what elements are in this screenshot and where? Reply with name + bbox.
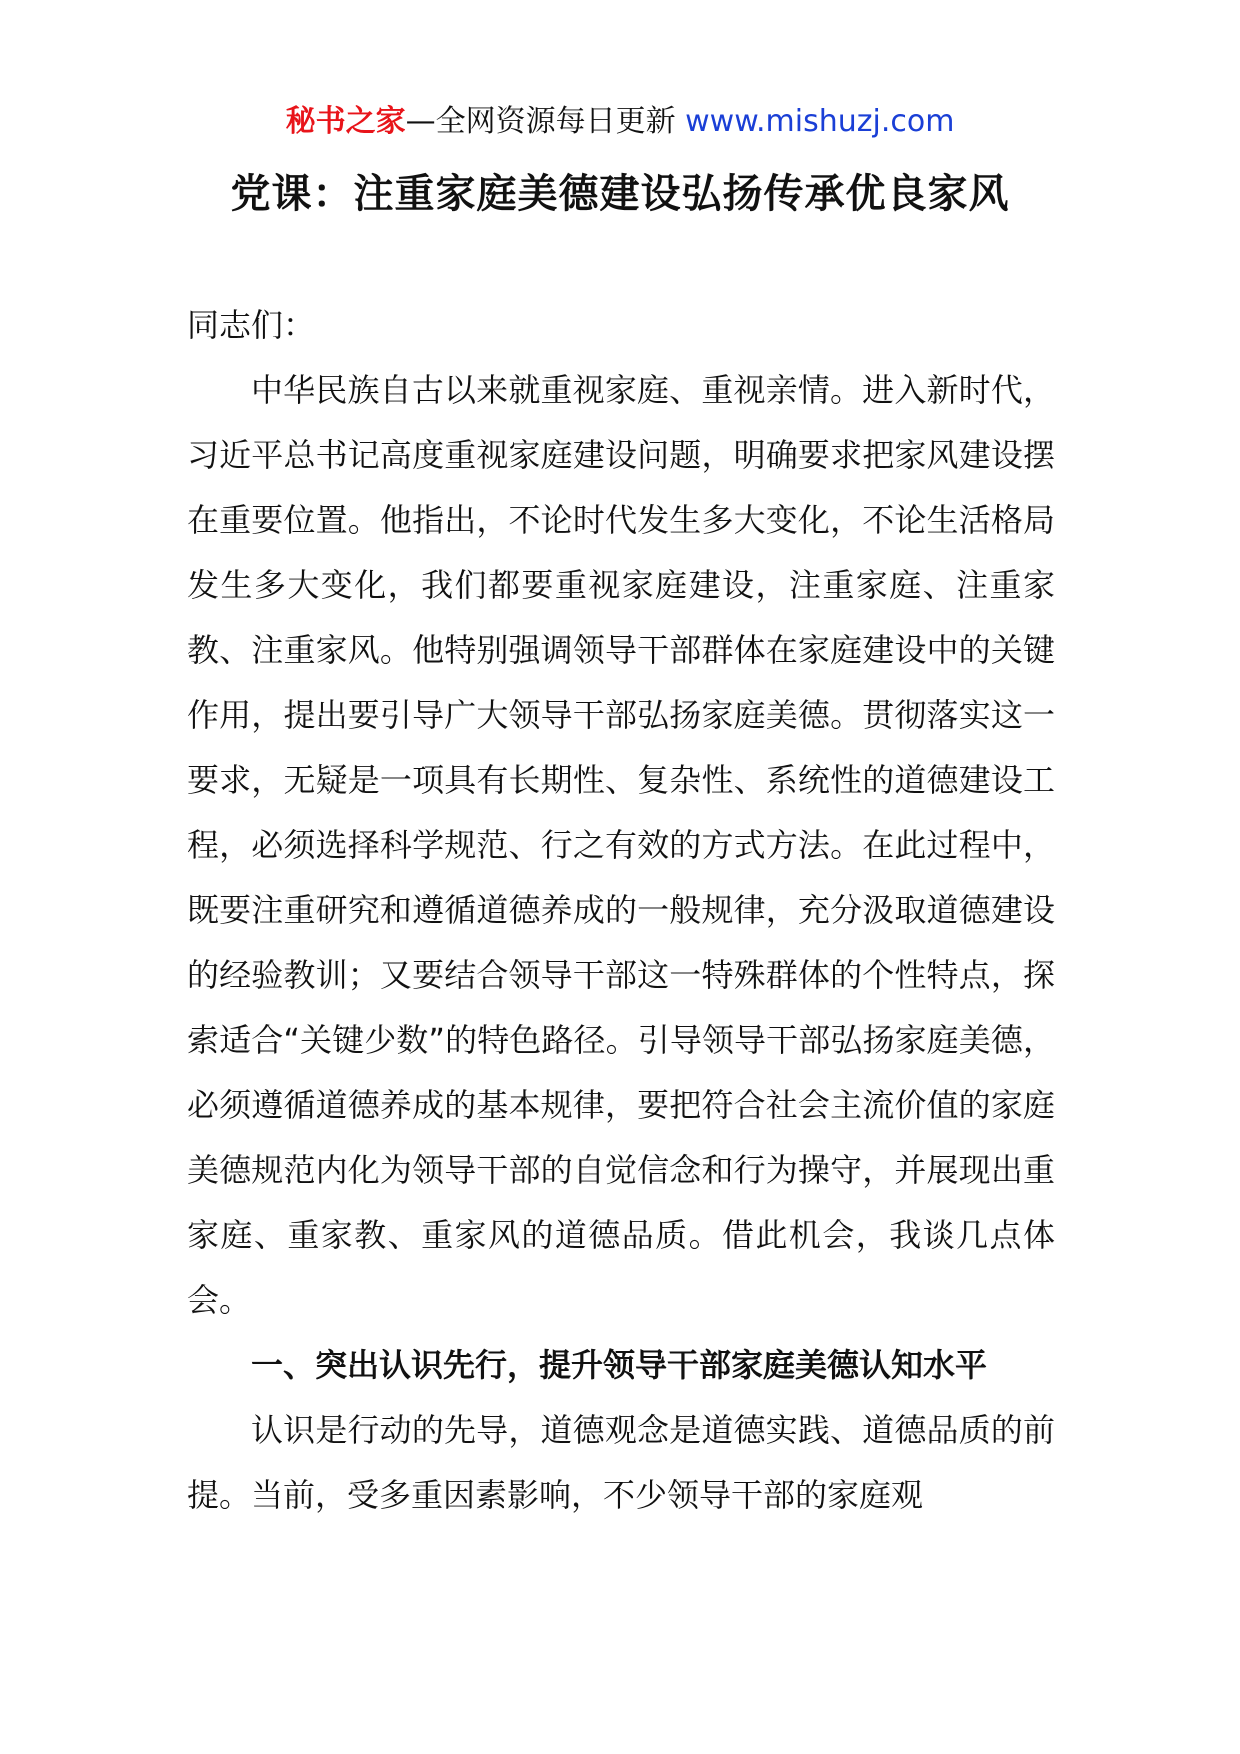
site-header [0, 100, 1240, 144]
intro-paragraph: 中华民族自古以来就重视家庭、重视亲情。进入新时代，习近平总书记高度重视家庭建设问题，明确要求把家风建设摆在重要位置。他指出，不论时代发生多大变化，不论生活格局发生多大变化，我们都要重视家庭建设，注重家庭、注重家教、注重家风。他特别强调领导干部群体在家庭建设中的关键作用，提出要引导广大领导干部弘扬家庭美德。贯彻落实这一要求，无疑是一项具有长期性、复杂性、系统性的道德建设工程，必须选择科学规范、行之有效的方式方法。在此过程中，既要注重研究和遵循道德养成的一般规律，充分汲取道德建设的经验教训；又要结合领导干部这一特殊群体的个性特点，探索适合“关键少数”的特色路径。引导领导干部弘扬家庭美德，必须遵循道德养成的基本规律，要把符合社会主流价值的家庭美德规范内化为领导干部的自觉信念和行为操守，并展现出重家庭、重家教、重家风的道德品质。借此机会，我谈几点体会。 [187, 371, 1055, 1319]
header-slogan: —全网资源每日更新 [405, 104, 686, 139]
document-title: 党课：注重家庭美德建设弘扬传承优良家风 [230, 171, 1010, 217]
section-heading: 一、突出认识先行，提升领导干部家庭美德认知水平 [251, 1346, 988, 1384]
salutation: 同志们： [187, 306, 316, 344]
site-url-link[interactable]: www.mishuzj.com [685, 104, 955, 139]
document-body [187, 293, 1055, 1528]
brand-name: 秘书之家 [285, 104, 406, 139]
section-paragraph: 认识是行动的先导，道德观念是道德实践、道德品质的前提。当前，受多重因素影响，不少领导干部的家庭观 [187, 1411, 1055, 1514]
